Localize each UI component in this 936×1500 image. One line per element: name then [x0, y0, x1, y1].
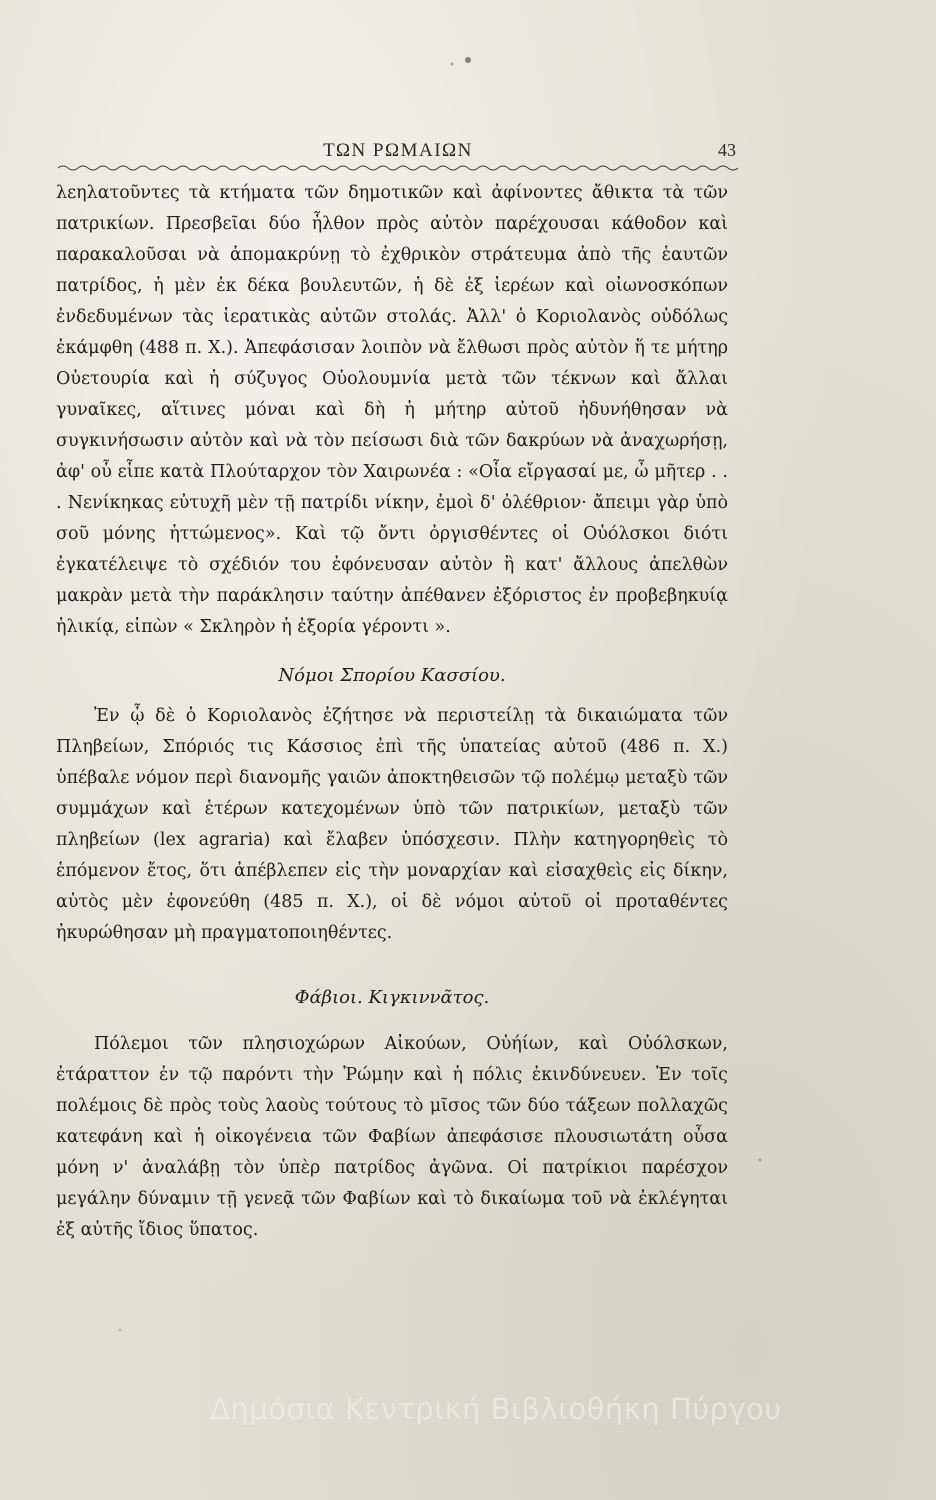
header-wavy-rule [58, 164, 738, 172]
body-text [56, 178, 728, 1246]
paragraph-coriolanus: λεηλατοῦντες τὰ κτήματα τῶν δημοτικῶν καὶ ἀφίνοντες ἄθικτα τὰ τῶν πατρικίων. Πρεσβεῖαι δύο ἦλθον πρὸς αὐτὸν παρέχουσαι κάθοδον καὶ παρακαλοῦσαι νὰ ἀπομακρύνῃ τὸ ἐχθρικὸν στράτευμα ἀπὸ τῆς ἑαυτῶν πατρίδος, ἡ μὲν ἐκ δέκα βουλευτῶν, ἡ δὲ ἐξ ἱερέων καὶ οἰωνοσκόπων ἐνδεδυμένων τὰς ἱερατικὰς αὐτῶν στολάς. Ἀλλ' ὁ Κοριολανὸς οὐδόλως ἐκάμφθη (488 π. Χ.). Ἀπεφάσισαν λοιπὸν νὰ ἔλθωσι πρὸς αὐτὸν ἥ τε μήτηρ Οὐετουρία καὶ ἡ σύζυγος Οὐολουμνία μετὰ τῶν τέκνων καὶ ἄλλαι γυναῖκες, αἵτινες μόναι καὶ δὴ ἡ μήτηρ αὐτοῦ ἠδυνήθησαν νὰ συγκινήσωσιν αὐτὸν καὶ νὰ τὸν πείσωσι διὰ τῶν δακρύων νὰ ἀναχωρήσῃ, ἀφ' οὗ εἶπε κατὰ Πλούταρχον τὸν Χαιρωνέα : «Οἷα εἴργασαί με, ὦ μῆτερ . . . Νενίκηκας εὐτυχῆ μὲν τῇ πατρίδι νίκην, ἐμοὶ δ' ὀλέθριον· ἄπειμι γὰρ ὑπὸ σοῦ μόνης ἡττώμενος». Καὶ τῷ ὄντι ὀργισθέντες οἱ Οὐόλσκοι διότι ἐγκατέλειψε τὸ σχέδιόν του ἐφόνευσαν αὐτὸν ἢ κατ' ἄλλους ἀπελθὼν μακρὰν μετὰ τὴν παράκλησιν ταύτην ἀπέθανεν ἐξόριστος ἐν προβεβηκυίᾳ ἡλικίᾳ, εἰπὼν « Σκληρὸν ἡ ἐξορία γέροντι ». [56, 183, 728, 637]
paragraph-cassius-laws: Ἐν ᾧ δὲ ὁ Κοριολανὸς ἐζήτησε νὰ περιστείλῃ τὰ δικαιώματα τῶν Πληβείων, Σπόριός τις Κάσσιος ἐπὶ τῆς ὑπατείας αὐτοῦ (486 π. Χ.) ὑπέβαλε νόμον περὶ διανομῆς γαιῶν ἀποκτηθεισῶν τῷ πολέμῳ μεταξὺ τῶν συμμάχων καὶ ἑτέρων κατεχομένων ὑπὸ τῶν πατρικίων, μεταξὺ τῶν πληβείων (lex agraria) καὶ ἔλαβεν ὑπόσχεσιν. Πλὴν κατηγορηθεὶς τὸ ἑπόμενον ἔτος, ὅτι ἀπέβλεπεν εἰς τὴν μοναρχίαν καὶ εἰσαχθεὶς εἰς δίκην, αὐτὸς μὲν ἐφονεύθη (485 π. Χ.), οἱ δὲ νόμοι αὐτοῦ οἱ προταθέντες ἠκυρώθησαν μὴ πραγματοποιηθέντες. [56, 706, 728, 943]
paragraph-fabii: Πόλεμοι τῶν πλησιοχώρων Αἰκούων, Οὐήίων, καὶ Οὐόλσκων, ἐτάραττον ἐν τῷ παρόντι τὴν Ῥώμην καὶ ἡ πόλις ἐκινδύνευεν. Ἐν τοῖς πολέμοις δὲ πρὸς τοὺς λαοὺς τούτους τὸ μῖσος τῶν δύο τάξεων πολλαχῶς κατεφάνη καὶ ἡ οἰκογένεια τῶν Φαβίων ἀπεφάσισε πλουσιωτάτη οὖσα μόνη ν' ἀναλάβῃ τὸν ὑπὲρ πατρίδος ἀγῶνα. Οἱ πατρίκιοι παρέσχον μεγάλην δύναμιν τῇ γενεᾷ τῶν Φαβίων καὶ τὸ δικαίωμα τοῦ νὰ ἐκλέγηται ἐξ αὐτῆς ἴδιος ὕπατος. [56, 1034, 728, 1240]
library-watermark: Δημόσια Κεντρική Βιβλιοθήκη Πύργου [210, 1392, 782, 1426]
running-title: ΤΩΝ ΡΩΜΑΙΩΝ [323, 140, 473, 161]
page-number: 43 [718, 140, 736, 160]
section-heading-fabii: Φάβιοι. Κιγκιννᾶτος. [294, 987, 490, 1008]
page-header [58, 136, 738, 176]
section-heading-cassius-laws: Νόμοι Σπορίου Κασσίου. [278, 665, 506, 686]
